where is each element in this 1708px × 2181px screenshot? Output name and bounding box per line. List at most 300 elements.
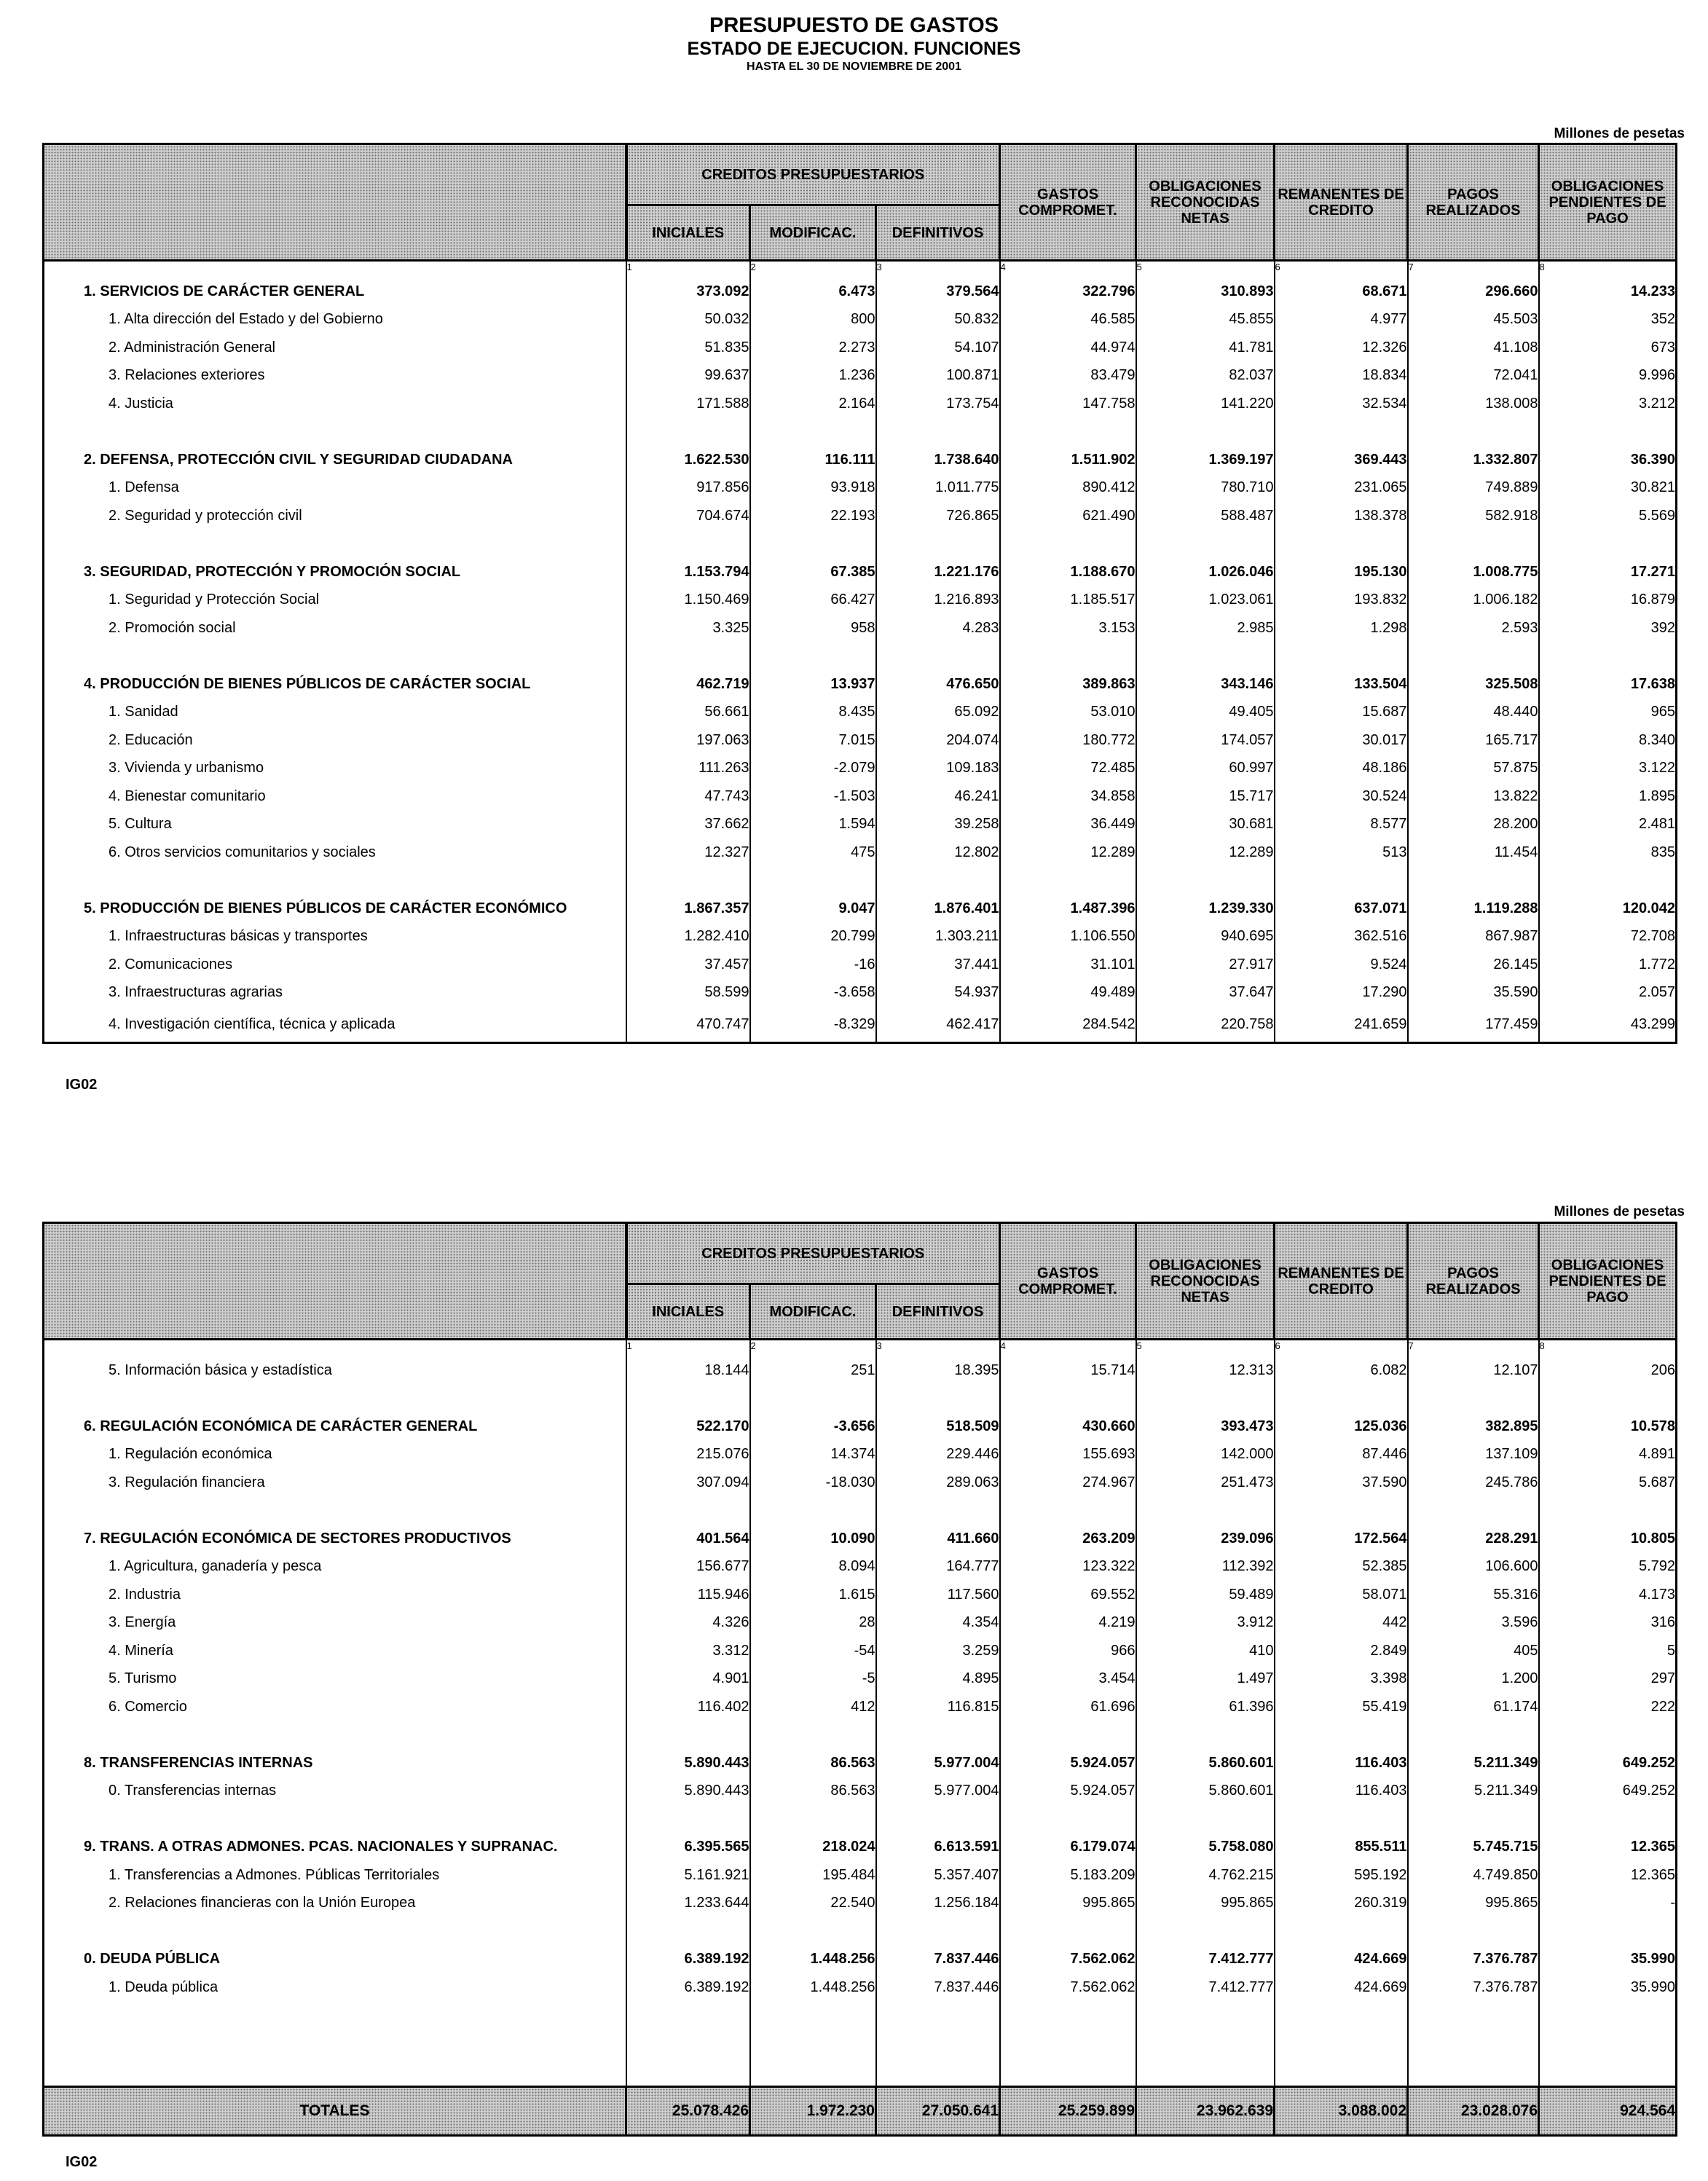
- value-cell: 995.865: [1408, 1890, 1539, 1918]
- value-cell: 1.448.256: [750, 1946, 876, 1974]
- empty-cell: [750, 530, 876, 559]
- value-cell: 369.443: [1275, 446, 1408, 474]
- empty-cell: [876, 867, 1000, 895]
- value-cell: 15.687: [1275, 699, 1408, 727]
- empty-cell: [1539, 1917, 1677, 1946]
- value-cell: -16: [750, 951, 876, 979]
- value-cell: 6.613.591: [876, 1834, 1000, 1862]
- value-cell: 116.403: [1275, 1777, 1408, 1806]
- value-cell: 470.747: [626, 1007, 750, 1043]
- value-cell: 72.041: [1408, 362, 1539, 390]
- value-cell: 59.489: [1136, 1581, 1275, 1609]
- empty-cell: [1275, 1805, 1408, 1834]
- value-cell: 518.509: [876, 1412, 1000, 1441]
- row-label: 0. Transferencias internas: [44, 1777, 626, 1806]
- value-cell: 2.593: [1408, 614, 1539, 642]
- value-cell: 239.096: [1136, 1525, 1275, 1553]
- empty-cell: [750, 2002, 876, 2030]
- value-cell: 206: [1539, 1356, 1677, 1385]
- empty-cell: [1275, 1385, 1408, 1413]
- function-group-row: [44, 1749, 1677, 1777]
- value-cell: 231.065: [1275, 474, 1408, 503]
- empty-cell: [626, 1721, 750, 1750]
- value-cell: 1.239.330: [1136, 895, 1275, 923]
- value-cell: 726.865: [876, 502, 1000, 530]
- empty-cell: [1000, 1805, 1136, 1834]
- empty-cell: [1136, 1385, 1275, 1413]
- units-label: Millones de pesetas: [1554, 126, 1685, 141]
- value-cell: 141.220: [1136, 390, 1275, 418]
- totals-cell: 25.078.426: [626, 2087, 750, 2136]
- value-cell: 389.863: [1000, 670, 1136, 699]
- row-label: 5. Cultura: [44, 811, 626, 839]
- value-cell: 193.832: [1275, 586, 1408, 615]
- value-cell: 780.710: [1136, 474, 1275, 503]
- value-cell: 87.446: [1275, 1441, 1408, 1469]
- value-cell: 1.008.775: [1408, 558, 1539, 586]
- value-cell: 251: [750, 1356, 876, 1385]
- row-label: 5. Turismo: [44, 1665, 626, 1694]
- empty-cell: [1408, 642, 1539, 671]
- row-label: 1. Transferencias a Admones. Públicas Territoriales: [44, 1861, 626, 1890]
- value-cell: 1.594: [750, 811, 876, 839]
- row-label: 1. Sanidad: [44, 699, 626, 727]
- value-cell: 164.777: [876, 1553, 1000, 1581]
- value-cell: 116.815: [876, 1693, 1000, 1721]
- value-cell: 1.738.640: [876, 446, 1000, 474]
- empty-cell: [1136, 2058, 1275, 2087]
- empty-cell: [750, 2058, 876, 2087]
- value-cell: 48.186: [1275, 755, 1408, 783]
- header-pendientes: OBLIGACIONES PENDIENTES DE PAGO: [1539, 144, 1677, 261]
- row-label: 7. REGULACIÓN ECONÓMICA DE SECTORES PRODUCTIVOS: [44, 1525, 626, 1553]
- page-date: HASTA EL 30 DE NOVIEMBRE DE 2001: [747, 60, 961, 73]
- spacer-row: [44, 1805, 1677, 1834]
- row-label: 6. REGULACIÓN ECONÓMICA DE CARÁCTER GENERAL: [44, 1412, 626, 1441]
- function-subrow: [44, 1553, 1677, 1581]
- empty-cell: [876, 1805, 1000, 1834]
- empty-cell: [1408, 867, 1539, 895]
- value-cell: 4.901: [626, 1665, 750, 1694]
- empty-cell: [1408, 1721, 1539, 1750]
- value-cell: 749.889: [1408, 474, 1539, 503]
- value-cell: 100.871: [876, 362, 1000, 390]
- value-cell: 18.834: [1275, 362, 1408, 390]
- empty-cell: [1408, 1385, 1539, 1413]
- column-number-row: [44, 261, 1677, 278]
- function-subrow: [44, 1441, 1677, 1469]
- empty-cell: [750, 1805, 876, 1834]
- value-cell: 296.660: [1408, 278, 1539, 306]
- value-cell: 430.660: [1000, 1412, 1136, 1441]
- value-cell: 20.799: [750, 923, 876, 951]
- empty-cell: [44, 1805, 626, 1834]
- empty-cell: [1539, 1385, 1677, 1413]
- header-obligaciones: OBLIGACIONES RECONOCIDAS NETAS: [1136, 144, 1275, 261]
- spacer-row: [44, 1385, 1677, 1413]
- empty-cell: [626, 1385, 750, 1413]
- empty-cell: [626, 867, 750, 895]
- value-cell: 83.479: [1000, 362, 1136, 390]
- totals-cell: 3.088.002: [1275, 2087, 1408, 2136]
- value-cell: 11.454: [1408, 838, 1539, 867]
- header-iniciales: INICIALES: [626, 205, 750, 261]
- value-cell: 263.209: [1000, 1525, 1136, 1553]
- function-subrow: [44, 362, 1677, 390]
- function-subrow: [44, 306, 1677, 334]
- function-group-row: [44, 1525, 1677, 1553]
- value-cell: 958: [750, 614, 876, 642]
- value-cell: 15.717: [1136, 782, 1275, 811]
- value-cell: 5.977.004: [876, 1777, 1000, 1806]
- row-label: 4. Investigación científica, técnica y aplicada: [44, 1007, 626, 1043]
- value-cell: 222: [1539, 1693, 1677, 1721]
- value-cell: 10.805: [1539, 1525, 1677, 1553]
- value-cell: 65.092: [876, 699, 1000, 727]
- value-cell: 41.781: [1136, 334, 1275, 362]
- value-cell: 1.615: [750, 1581, 876, 1609]
- totals-label: TOTALES: [44, 2087, 626, 2136]
- value-cell: 10.578: [1539, 1412, 1677, 1441]
- value-cell: 3.153: [1000, 614, 1136, 642]
- spacer-row: [44, 530, 1677, 559]
- value-cell: 173.754: [876, 390, 1000, 418]
- empty-cell: [1275, 1917, 1408, 1946]
- value-cell: -: [1539, 1890, 1677, 1918]
- value-cell: 14.374: [750, 1441, 876, 1469]
- value-cell: 54.107: [876, 334, 1000, 362]
- value-cell: 410: [1136, 1637, 1275, 1665]
- column-number: 5: [1136, 1340, 1275, 1357]
- empty-cell: [876, 530, 1000, 559]
- value-cell: 1.772: [1539, 951, 1677, 979]
- function-group-row: [44, 558, 1677, 586]
- column-number: 1: [626, 261, 750, 278]
- value-cell: 3.596: [1408, 1609, 1539, 1638]
- empty-cell: [1275, 867, 1408, 895]
- value-cell: 424.669: [1275, 1973, 1408, 2002]
- value-cell: 621.490: [1000, 502, 1136, 530]
- budget-table-1: [42, 143, 1677, 1044]
- column-number-blank: [44, 261, 626, 278]
- value-cell: 1.006.182: [1408, 586, 1539, 615]
- value-cell: 1.233.644: [626, 1890, 750, 1918]
- value-cell: 12.107: [1408, 1356, 1539, 1385]
- empty-cell: [1000, 1385, 1136, 1413]
- value-cell: 12.289: [1000, 838, 1136, 867]
- value-cell: 55.316: [1408, 1581, 1539, 1609]
- empty-cell: [750, 418, 876, 447]
- value-cell: 5.569: [1539, 502, 1677, 530]
- empty-cell: [44, 867, 626, 895]
- value-cell: 32.534: [1275, 390, 1408, 418]
- empty-cell: [750, 1497, 876, 1525]
- value-cell: 4.891: [1539, 1441, 1677, 1469]
- value-cell: -18.030: [750, 1469, 876, 1497]
- value-cell: 245.786: [1408, 1469, 1539, 1497]
- column-number: 8: [1539, 261, 1677, 278]
- value-cell: 3.259: [876, 1637, 1000, 1665]
- empty-cell: [1000, 418, 1136, 447]
- value-cell: 17.290: [1275, 979, 1408, 1007]
- function-subrow: [44, 951, 1677, 979]
- column-number: 5: [1136, 261, 1275, 278]
- value-cell: 373.092: [626, 278, 750, 306]
- value-cell: 215.076: [626, 1441, 750, 1469]
- value-cell: 274.967: [1000, 1469, 1136, 1497]
- value-cell: 7.015: [750, 726, 876, 755]
- value-cell: 917.856: [626, 474, 750, 503]
- value-cell: 109.183: [876, 755, 1000, 783]
- value-cell: 7.376.787: [1408, 1973, 1539, 2002]
- empty-cell: [1275, 642, 1408, 671]
- column-number: 6: [1275, 1340, 1408, 1357]
- value-cell: 995.865: [1136, 1890, 1275, 1918]
- function-subrow: [44, 1665, 1677, 1694]
- value-cell: 412: [750, 1693, 876, 1721]
- value-cell: 704.674: [626, 502, 750, 530]
- empty-cell: [1539, 418, 1677, 447]
- value-cell: 165.717: [1408, 726, 1539, 755]
- empty-cell: [1275, 1497, 1408, 1525]
- value-cell: 156.677: [626, 1553, 750, 1581]
- value-cell: 10.090: [750, 1525, 876, 1553]
- row-label: 9. TRANS. A OTRAS ADMONES. PCAS. NACIONALES Y SUPRANAC.: [44, 1834, 626, 1862]
- value-cell: 5.357.407: [876, 1861, 1000, 1890]
- value-cell: 800: [750, 306, 876, 334]
- row-label: 1. Regulación económica: [44, 1441, 626, 1469]
- value-cell: 411.660: [876, 1525, 1000, 1553]
- value-cell: 177.459: [1408, 1007, 1539, 1043]
- value-cell: -3.656: [750, 1412, 876, 1441]
- empty-cell: [876, 2029, 1000, 2058]
- value-cell: 48.440: [1408, 699, 1539, 727]
- value-cell: 46.585: [1000, 306, 1136, 334]
- value-cell: 30.524: [1275, 782, 1408, 811]
- empty-cell: [1000, 1721, 1136, 1750]
- empty-cell: [1136, 2002, 1275, 2030]
- empty-cell: [1539, 1805, 1677, 1834]
- value-cell: 229.446: [876, 1441, 1000, 1469]
- spacer-row: [44, 642, 1677, 671]
- value-cell: 58.599: [626, 979, 750, 1007]
- value-cell: 35.990: [1539, 1973, 1677, 2002]
- empty-cell: [1408, 1805, 1539, 1834]
- empty-cell: [750, 1385, 876, 1413]
- empty-cell: [1136, 642, 1275, 671]
- document-header: [0, 13, 1708, 74]
- value-cell: 112.392: [1136, 1553, 1275, 1581]
- value-cell: 50.032: [626, 306, 750, 334]
- value-cell: 93.918: [750, 474, 876, 503]
- empty-cell: [1539, 642, 1677, 671]
- value-cell: 37.590: [1275, 1469, 1408, 1497]
- value-cell: 476.650: [876, 670, 1000, 699]
- value-cell: 3.212: [1539, 390, 1677, 418]
- value-cell: 3.912: [1136, 1609, 1275, 1638]
- empty-cell: [44, 642, 626, 671]
- value-cell: 867.987: [1408, 923, 1539, 951]
- value-cell: 8.094: [750, 1553, 876, 1581]
- value-cell: 352: [1539, 306, 1677, 334]
- value-cell: 4.283: [876, 614, 1000, 642]
- value-cell: 1.282.410: [626, 923, 750, 951]
- row-label: 1. Alta dirección del Estado y del Gobierno: [44, 306, 626, 334]
- value-cell: 22.193: [750, 502, 876, 530]
- spacer-row: [44, 867, 1677, 895]
- value-cell: 307.094: [626, 1469, 750, 1497]
- function-subrow: [44, 1890, 1677, 1918]
- value-cell: -3.658: [750, 979, 876, 1007]
- empty-cell: [1408, 1917, 1539, 1946]
- value-cell: 13.822: [1408, 782, 1539, 811]
- value-cell: 18.395: [876, 1356, 1000, 1385]
- empty-cell: [1539, 2058, 1677, 2087]
- value-cell: 5.183.209: [1000, 1861, 1136, 1890]
- value-cell: 6.395.565: [626, 1834, 750, 1862]
- spacer-row: [44, 1917, 1677, 1946]
- value-cell: 1.369.197: [1136, 446, 1275, 474]
- empty-cell: [1539, 2002, 1677, 2030]
- value-cell: 5.977.004: [876, 1749, 1000, 1777]
- value-cell: 51.835: [626, 334, 750, 362]
- empty-cell: [1408, 2058, 1539, 2087]
- value-cell: 1.867.357: [626, 895, 750, 923]
- value-cell: 54.937: [876, 979, 1000, 1007]
- value-cell: 297: [1539, 1665, 1677, 1694]
- totals-cell: 23.028.076: [1408, 2087, 1539, 2136]
- column-number-blank: [44, 1340, 626, 1357]
- value-cell: 36.390: [1539, 446, 1677, 474]
- value-cell: 9.524: [1275, 951, 1408, 979]
- value-cell: 3.454: [1000, 1665, 1136, 1694]
- column-number: 7: [1408, 1340, 1539, 1357]
- empty-cell: [626, 2058, 750, 2087]
- value-cell: 125.036: [1275, 1412, 1408, 1441]
- value-cell: 7.412.777: [1136, 1946, 1275, 1974]
- value-cell: 61.174: [1408, 1693, 1539, 1721]
- empty-cell: [1275, 2002, 1408, 2030]
- value-cell: 45.503: [1408, 306, 1539, 334]
- row-label: 1. Infraestructuras básicas y transportes: [44, 923, 626, 951]
- row-label: 1. Seguridad y Protección Social: [44, 586, 626, 615]
- function-subrow: [44, 1861, 1677, 1890]
- value-cell: 6.389.192: [626, 1946, 750, 1974]
- value-cell: 5.211.349: [1408, 1749, 1539, 1777]
- empty-cell: [1000, 2002, 1136, 2030]
- value-cell: 47.743: [626, 782, 750, 811]
- row-label: 2. Industria: [44, 1581, 626, 1609]
- value-cell: 343.146: [1136, 670, 1275, 699]
- function-subrow: [44, 1581, 1677, 1609]
- function-group-row: [44, 670, 1677, 699]
- empty-cell: [1000, 642, 1136, 671]
- value-cell: 7.412.777: [1136, 1973, 1275, 2002]
- value-cell: 1.026.046: [1136, 558, 1275, 586]
- value-cell: 462.719: [626, 670, 750, 699]
- value-cell: 1.150.469: [626, 586, 750, 615]
- function-subrow: [44, 782, 1677, 811]
- value-cell: 316: [1539, 1609, 1677, 1638]
- budget-table-2: [42, 1222, 1677, 2137]
- empty-cell: [44, 1917, 626, 1946]
- value-cell: 379.564: [876, 278, 1000, 306]
- empty-cell: [1136, 1805, 1275, 1834]
- empty-cell: [1136, 1917, 1275, 1946]
- value-cell: 116.403: [1275, 1749, 1408, 1777]
- function-subrow: [44, 474, 1677, 503]
- value-cell: 5.890.443: [626, 1749, 750, 1777]
- value-cell: 228.291: [1408, 1525, 1539, 1553]
- header-blank-cell: [44, 1223, 626, 1340]
- value-cell: 18.144: [626, 1356, 750, 1385]
- row-label: 4. Bienestar comunitario: [44, 782, 626, 811]
- value-cell: 68.671: [1275, 278, 1408, 306]
- page-title: PRESUPUESTO DE GASTOS: [709, 14, 999, 37]
- value-cell: 116.111: [750, 446, 876, 474]
- row-label: 5. PRODUCCIÓN DE BIENES PÚBLICOS DE CARÁCTER ECONÓMICO: [44, 895, 626, 923]
- value-cell: 4.354: [876, 1609, 1000, 1638]
- function-subrow: [44, 334, 1677, 362]
- row-label: 2. DEFENSA, PROTECCIÓN CIVIL Y SEGURIDAD CIUDADANA: [44, 446, 626, 474]
- value-cell: 1.622.530: [626, 446, 750, 474]
- function-group-row: [44, 895, 1677, 923]
- value-cell: 5.860.601: [1136, 1749, 1275, 1777]
- value-cell: 111.263: [626, 755, 750, 783]
- value-cell: 940.695: [1136, 923, 1275, 951]
- empty-cell: [1539, 867, 1677, 895]
- row-label: 4. Minería: [44, 1637, 626, 1665]
- value-cell: 1.256.184: [876, 1890, 1000, 1918]
- row-label: 3. Relaciones exteriores: [44, 362, 626, 390]
- row-label: 3. Infraestructuras agrarias: [44, 979, 626, 1007]
- value-cell: 28: [750, 1609, 876, 1638]
- function-group-row: [44, 278, 1677, 306]
- value-cell: 12.802: [876, 838, 1000, 867]
- value-cell: 43.299: [1539, 1007, 1677, 1043]
- value-cell: 289.063: [876, 1469, 1000, 1497]
- empty-cell: [1275, 1721, 1408, 1750]
- value-cell: 2.481: [1539, 811, 1677, 839]
- value-cell: 1.497: [1136, 1665, 1275, 1694]
- value-cell: 22.540: [750, 1890, 876, 1918]
- value-cell: 4.762.215: [1136, 1861, 1275, 1890]
- empty-cell: [1136, 867, 1275, 895]
- function-subrow: [44, 1693, 1677, 1721]
- header-modificac: MODIFICAC.: [750, 1284, 876, 1340]
- value-cell: 284.542: [1000, 1007, 1136, 1043]
- function-subrow: [44, 838, 1677, 867]
- function-subrow: [44, 502, 1677, 530]
- function-subrow: [44, 755, 1677, 783]
- row-label: 2. Relaciones financieras con la Unión Europea: [44, 1890, 626, 1918]
- value-cell: 2.273: [750, 334, 876, 362]
- empty-cell: [876, 1917, 1000, 1946]
- value-cell: 424.669: [1275, 1946, 1408, 1974]
- row-label: 1. Deuda pública: [44, 1973, 626, 2002]
- function-group-row: [44, 446, 1677, 474]
- header-definitivos: DEFINITIVOS: [876, 1284, 1000, 1340]
- value-cell: -54: [750, 1637, 876, 1665]
- value-cell: 58.071: [1275, 1581, 1408, 1609]
- totals-cell: 23.962.639: [1136, 2087, 1275, 2136]
- value-cell: 17.638: [1539, 670, 1677, 699]
- function-subrow: [44, 1973, 1677, 2002]
- value-cell: 322.796: [1000, 278, 1136, 306]
- totals-cell: 1.972.230: [750, 2087, 876, 2136]
- empty-cell: [750, 867, 876, 895]
- value-cell: 37.647: [1136, 979, 1275, 1007]
